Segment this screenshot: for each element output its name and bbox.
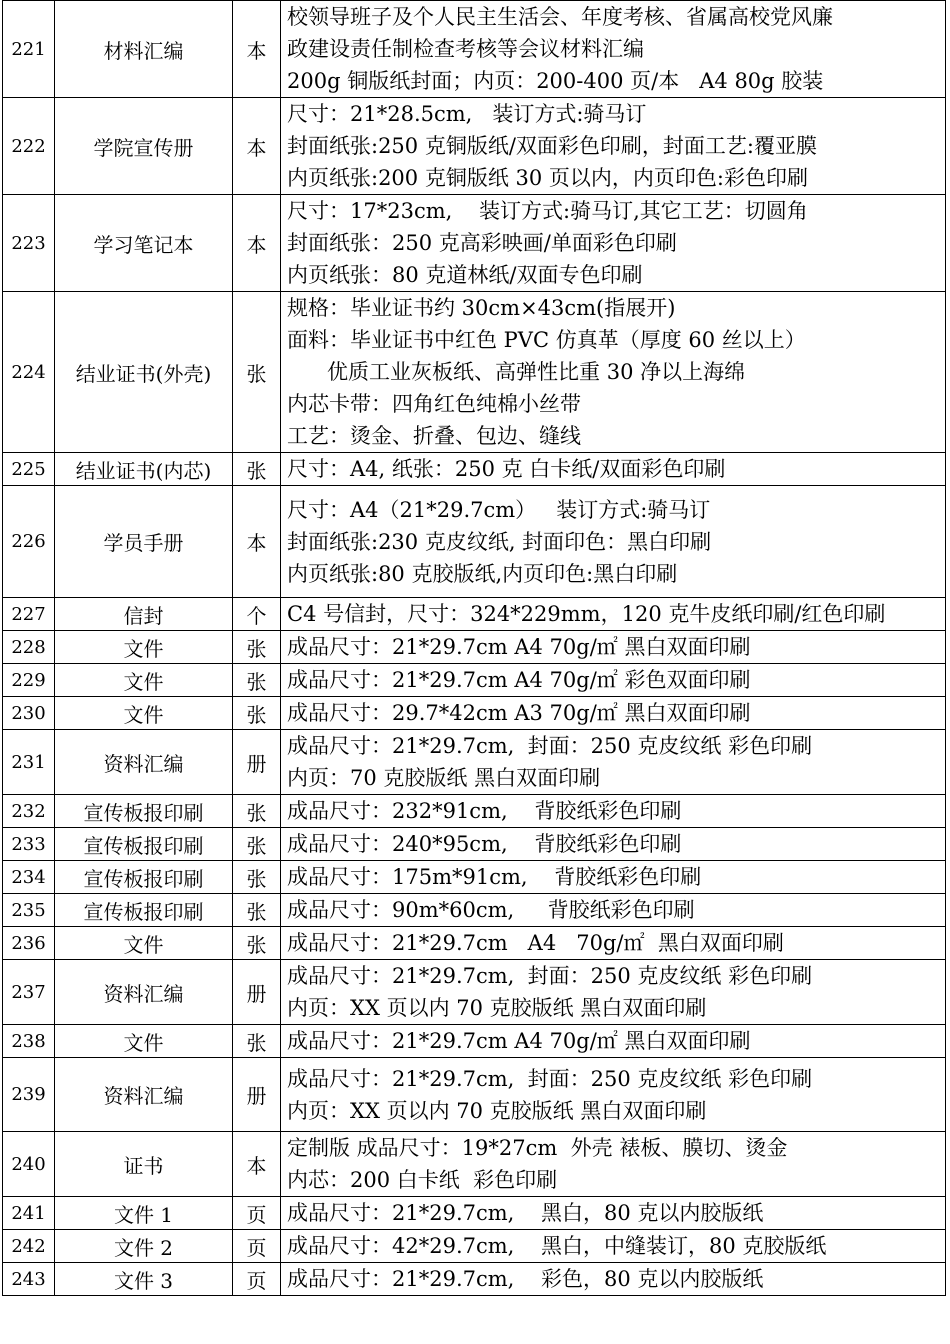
item-spec [281, 1263, 946, 1296]
row-number: 228 [3, 631, 55, 664]
item-unit: 张 [233, 828, 281, 861]
row-number: 227 [3, 598, 55, 631]
spec-line: 成品尺寸：21*29.7cm, 封面：250 克皮纹纸 彩色印刷 [287, 964, 813, 988]
item-spec [281, 631, 946, 664]
row-number: 233 [3, 828, 55, 861]
item-unit: 张 [233, 1025, 281, 1058]
row-number: 232 [3, 795, 55, 828]
table-row [3, 697, 946, 730]
spec-line: 200g 铜版纸封面；内页：200-400 页/本 A4 80g 胶装 [287, 69, 824, 93]
spec-line: 成品尺寸：232*91cm, 背胶纸彩色印刷 [287, 799, 682, 823]
item-spec [281, 1058, 946, 1132]
row-number: 239 [3, 1058, 55, 1132]
row-number: 243 [3, 1263, 55, 1296]
item-name: 文件 [55, 664, 233, 697]
spec-line: 成品尺寸：21*29.7cm A4 70g/㎡ 黑白双面印刷 [287, 1029, 751, 1053]
item-unit: 本 [233, 1, 281, 98]
spec-line: 成品尺寸：175m*91cm, 背胶纸彩色印刷 [287, 865, 702, 889]
item-name: 文件 [55, 1025, 233, 1058]
spec-line: 成品尺寸：21*29.7cm, 封面：250 克皮纹纸 彩色印刷 [287, 734, 813, 758]
item-name: 宣传板报印刷 [55, 894, 233, 927]
row-number: 240 [3, 1132, 55, 1197]
item-name: 结业证书(外壳) [55, 292, 233, 453]
table-row [3, 292, 946, 453]
row-number: 224 [3, 292, 55, 453]
spec-line: 成品尺寸：21*29.7cm A4 70g/㎡ 黑白双面印刷 [287, 931, 784, 955]
spec-line: 规格：毕业证书约 30cm×43cm(指展开) [287, 296, 676, 320]
spec-line: 尺寸：17*23cm, 装订方式:骑马订,其它工艺：切圆角 [287, 199, 808, 223]
spec-line: 内页纸张：80 克道林纸/双面专色印刷 [287, 263, 643, 287]
item-spec [281, 1, 946, 98]
item-unit: 张 [233, 894, 281, 927]
spec-line: 成品尺寸：90m*60cm, 背胶纸彩色印刷 [287, 898, 695, 922]
item-name: 宣传板报印刷 [55, 828, 233, 861]
item-unit: 本 [233, 1132, 281, 1197]
item-name: 文件 2 [55, 1230, 233, 1263]
item-spec [281, 486, 946, 598]
item-spec [281, 861, 946, 894]
item-spec [281, 927, 946, 960]
item-unit: 张 [233, 697, 281, 730]
table-row [3, 1058, 946, 1132]
spec-line: 成品尺寸：21*29.7cm, 封面：250 克皮纹纸 彩色印刷 [287, 1066, 813, 1091]
item-spec [281, 730, 946, 795]
item-unit: 本 [233, 486, 281, 598]
table-row [3, 486, 946, 598]
item-name: 学员手册 [55, 486, 233, 598]
item-name: 证书 [55, 1132, 233, 1197]
table-body [3, 1, 946, 1296]
item-unit: 张 [233, 631, 281, 664]
spec-line: 封面纸张:230 克皮纹纸, 封面印色：黑白印刷 [287, 529, 712, 554]
table-row [3, 631, 946, 664]
item-unit: 张 [233, 795, 281, 828]
spec-line: 成品尺寸：42*29.7cm, 黑白，中缝装订，80 克胶版纸 [287, 1234, 827, 1258]
item-spec [281, 828, 946, 861]
item-spec [281, 795, 946, 828]
spec-line: 封面纸张:250 克铜版纸/双面彩色印刷，封面工艺:覆亚膜 [287, 134, 817, 158]
spec-line: 内页：XX 页以内 70 克胶版纸 黑白双面印刷 [287, 1098, 707, 1123]
item-name: 资料汇编 [55, 1058, 233, 1132]
table-row [3, 960, 946, 1025]
item-name: 结业证书(内芯) [55, 453, 233, 486]
row-number: 221 [3, 1, 55, 98]
item-unit: 册 [233, 730, 281, 795]
spec-line: 尺寸：A4（21*29.7cm） 装订方式:骑马订 [287, 497, 711, 522]
item-name: 文件 3 [55, 1263, 233, 1296]
table-row [3, 1025, 946, 1058]
item-unit: 本 [233, 98, 281, 195]
item-unit: 张 [233, 453, 281, 486]
spec-line: 成品尺寸：21*29.7cm A4 70g/㎡ 彩色双面印刷 [287, 668, 751, 692]
spec-line: 内页：70 克胶版纸 黑白双面印刷 [287, 766, 601, 790]
item-unit: 册 [233, 960, 281, 1025]
item-unit: 本 [233, 195, 281, 292]
spec-line: 工艺：烫金、折叠、包边、缝线 [287, 424, 581, 448]
table-row [3, 795, 946, 828]
table-row [3, 730, 946, 795]
row-number: 236 [3, 927, 55, 960]
row-number: 230 [3, 697, 55, 730]
spec-line: 内页：XX 页以内 70 克胶版纸 黑白双面印刷 [287, 996, 707, 1020]
spec-line: 内芯：200 白卡纸 彩色印刷 [287, 1168, 558, 1192]
row-number: 226 [3, 486, 55, 598]
item-name: 文件 [55, 927, 233, 960]
spec-line: C4 号信封，尺寸：324*229mm，120 克牛皮纸印刷/红色印刷 [287, 602, 886, 626]
table-row [3, 1, 946, 98]
spec-line: 成品尺寸：29.7*42cm A3 70g/㎡ 黑白双面印刷 [287, 701, 751, 725]
item-unit: 册 [233, 1058, 281, 1132]
row-number: 225 [3, 453, 55, 486]
item-spec [281, 598, 946, 631]
spec-line: 定制版 成品尺寸：19*27cm 外壳 裱板、膜切、烫金 [287, 1136, 788, 1160]
item-name: 文件 [55, 631, 233, 664]
item-unit: 张 [233, 292, 281, 453]
row-number: 235 [3, 894, 55, 927]
row-number: 229 [3, 664, 55, 697]
spec-line: 封面纸张：250 克高彩映画/单面彩色印刷 [287, 231, 677, 255]
spec-line: 政建设责任制检查考核等会议材料汇编 [287, 37, 644, 61]
table-row [3, 828, 946, 861]
item-spec [281, 1197, 946, 1230]
table-row [3, 1230, 946, 1263]
item-name: 信封 [55, 598, 233, 631]
item-unit: 个 [233, 598, 281, 631]
spec-line: 内页纸张:80 克胶版纸,内页印色:黑白印刷 [287, 561, 678, 586]
row-number: 242 [3, 1230, 55, 1263]
table-row [3, 1132, 946, 1197]
table-row [3, 195, 946, 292]
table-row [3, 453, 946, 486]
item-name: 文件 [55, 697, 233, 730]
item-unit: 张 [233, 927, 281, 960]
item-spec [281, 697, 946, 730]
item-name: 宣传板报印刷 [55, 795, 233, 828]
item-spec [281, 960, 946, 1025]
item-spec [281, 1025, 946, 1058]
item-unit: 页 [233, 1197, 281, 1230]
item-name: 材料汇编 [55, 1, 233, 98]
item-unit: 页 [233, 1230, 281, 1263]
table-row [3, 598, 946, 631]
spec-line: 优质工业灰板纸、高弹性比重 30 净以上海绵 [287, 360, 746, 384]
item-spec [281, 1132, 946, 1197]
item-unit: 页 [233, 1263, 281, 1296]
spec-line: 内芯卡带：四角红色纯棉小丝带 [287, 392, 581, 416]
spec-line: 成品尺寸：21*29.7cm, 彩色，80 克以内胶版纸 [287, 1267, 764, 1291]
item-name: 学院宣传册 [55, 98, 233, 195]
row-number: 234 [3, 861, 55, 894]
spec-line: 尺寸：A4, 纸张：250 克 白卡纸/双面彩色印刷 [287, 457, 726, 481]
table-row [3, 861, 946, 894]
row-number: 222 [3, 98, 55, 195]
item-name: 资料汇编 [55, 730, 233, 795]
item-spec [281, 98, 946, 195]
item-spec [281, 195, 946, 292]
table-row [3, 894, 946, 927]
table-row [3, 664, 946, 697]
row-number: 231 [3, 730, 55, 795]
item-spec [281, 453, 946, 486]
table-row [3, 1197, 946, 1230]
spec-line: 内页纸张:200 克铜版纸 30 页以内，内页印色:彩色印刷 [287, 166, 808, 190]
row-number: 223 [3, 195, 55, 292]
item-unit: 张 [233, 664, 281, 697]
item-name: 资料汇编 [55, 960, 233, 1025]
table-row [3, 1263, 946, 1296]
spec-line: 尺寸：21*28.5cm, 装订方式:骑马订 [287, 102, 647, 126]
spec-line: 成品尺寸：21*29.7cm, 黑白，80 克以内胶版纸 [287, 1201, 764, 1225]
table-row [3, 98, 946, 195]
item-name: 学习笔记本 [55, 195, 233, 292]
item-unit: 张 [233, 861, 281, 894]
item-name: 宣传板报印刷 [55, 861, 233, 894]
item-spec [281, 292, 946, 453]
spec-line: 成品尺寸：240*95cm, 背胶纸彩色印刷 [287, 832, 682, 856]
spec-line: 面料：毕业证书中红色 PVC 仿真革（厚度 60 丝以上） [287, 328, 806, 352]
item-spec [281, 1230, 946, 1263]
table-row [3, 927, 946, 960]
item-name: 文件 1 [55, 1197, 233, 1230]
row-number: 238 [3, 1025, 55, 1058]
spec-line: 成品尺寸：21*29.7cm A4 70g/㎡ 黑白双面印刷 [287, 635, 751, 659]
print-spec-table [2, 0, 946, 1296]
row-number: 241 [3, 1197, 55, 1230]
item-spec [281, 664, 946, 697]
row-number: 237 [3, 960, 55, 1025]
spec-line: 校领导班子及个人民主生活会、年度考核、省属高校党风廉 [287, 5, 833, 29]
item-spec [281, 894, 946, 927]
